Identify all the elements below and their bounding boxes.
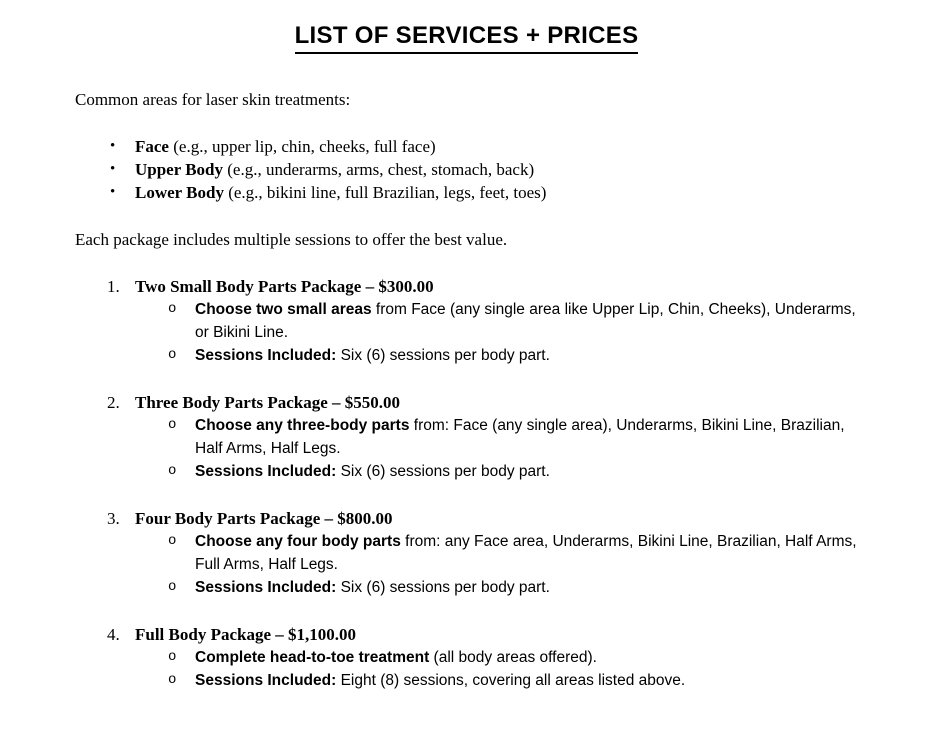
list-item-text [135,135,436,158]
package-number: 4. [107,624,120,644]
package-heading [107,391,858,414]
package-title: Four Body Parts Package – $800.00 [135,508,393,528]
intro-paragraph: Common areas for laser skin treatments: [75,89,351,109]
package-number: 2. [107,392,120,412]
bullet-rest: from: any Face area, Underarms, Bikini Line, Brazilian, Half Arms, Full Arms, Half Legs. [195,532,857,573]
bullet-lead: Sessions Included: [195,578,337,596]
bullet-rest: Six (6) sessions per body part. [336,462,550,480]
list-item [110,158,858,181]
value-note-paragraph: Each package includes multiple sessions to offer the best value. [75,229,508,249]
package-two-small-body-parts [75,275,858,367]
bullet-lead: Sessions Included: [195,346,337,364]
package-title: Three Body Parts Package – $550.00 [135,392,401,412]
package-bullet-text [195,646,858,669]
package-full-body [75,623,858,692]
bullet-icon: • [110,160,116,177]
package-heading [107,623,858,646]
package-number: 3. [107,508,120,528]
package-bullet-text [195,298,858,344]
o-bullet-icon: o [168,300,177,317]
package-number: 1. [107,276,120,296]
list-item-rest: (e.g., underarms, arms, chest, stomach, back) [223,159,535,179]
package-bullet [168,344,858,367]
o-bullet-icon: o [168,462,177,479]
list-item-rest: (e.g., bikini line, full Brazilian, legs, feet, toes) [223,182,547,202]
bullet-rest: from Face (any single area like Upper Lip, Chin, Cheeks), Underarms, or Bikini Line. [195,300,856,341]
page-title: LIST OF SERVICES + PRICES [295,22,639,54]
list-item-text [135,181,546,204]
package-bullet [168,669,858,692]
bullet-lead: Sessions Included: [195,462,337,480]
package-bullet [168,530,858,576]
bullet-rest: Six (6) sessions per body part. [336,346,550,364]
package-bullet-text [195,344,858,367]
bullet-rest: (all body areas offered). [429,648,597,666]
common-areas-list [75,135,858,204]
package-bullet-text [195,576,858,599]
packages-list [75,275,858,692]
package-heading [107,507,858,530]
package-bullet [168,460,858,483]
bullet-icon: • [110,137,116,154]
bullet-rest: Six (6) sessions per body part. [336,578,550,596]
package-bullet [168,576,858,599]
package-four-body-parts [75,507,858,599]
bullet-lead: Sessions Included: [195,671,337,689]
o-bullet-icon: o [168,578,177,595]
o-bullet-icon: o [168,671,177,688]
package-bullet [168,646,858,669]
title-wrap [75,22,858,54]
package-bullet [168,298,858,344]
list-item-lead: Lower Body [135,182,224,202]
package-bullet-text [195,460,858,483]
bullet-rest: Eight (8) sessions, covering all areas listed above. [336,671,686,689]
bullet-lead: Choose any four body parts [195,532,401,550]
package-bullet [168,414,858,460]
o-bullet-icon: o [168,416,177,433]
package-bullet-text [195,669,858,692]
package-bullet-text [195,414,858,460]
list-item-lead: Upper Body [135,159,224,179]
list-item [110,181,858,204]
list-item-lead: Face [135,136,169,156]
bullet-lead: Choose two small areas [195,300,372,318]
package-title: Full Body Package – $1,100.00 [135,624,357,644]
bullet-rest: from: Face (any single area), Underarms, Bikini Line, Brazilian, Half Arms, Half Legs. [195,416,845,457]
package-three-body-parts [75,391,858,483]
list-item-rest: (e.g., upper lip, chin, cheeks, full face) [168,136,436,156]
package-bullet-text [195,530,858,576]
o-bullet-icon: o [168,532,177,549]
o-bullet-icon: o [168,346,177,363]
list-item-text [135,158,534,181]
o-bullet-icon: o [168,648,177,665]
list-item [110,135,858,158]
bullet-lead: Choose any three-body parts [195,416,410,434]
bullet-icon: • [110,183,116,200]
package-title: Two Small Body Parts Package – $300.00 [135,276,434,296]
package-heading [107,275,858,298]
bullet-lead: Complete head-to-toe treatment [195,648,430,666]
